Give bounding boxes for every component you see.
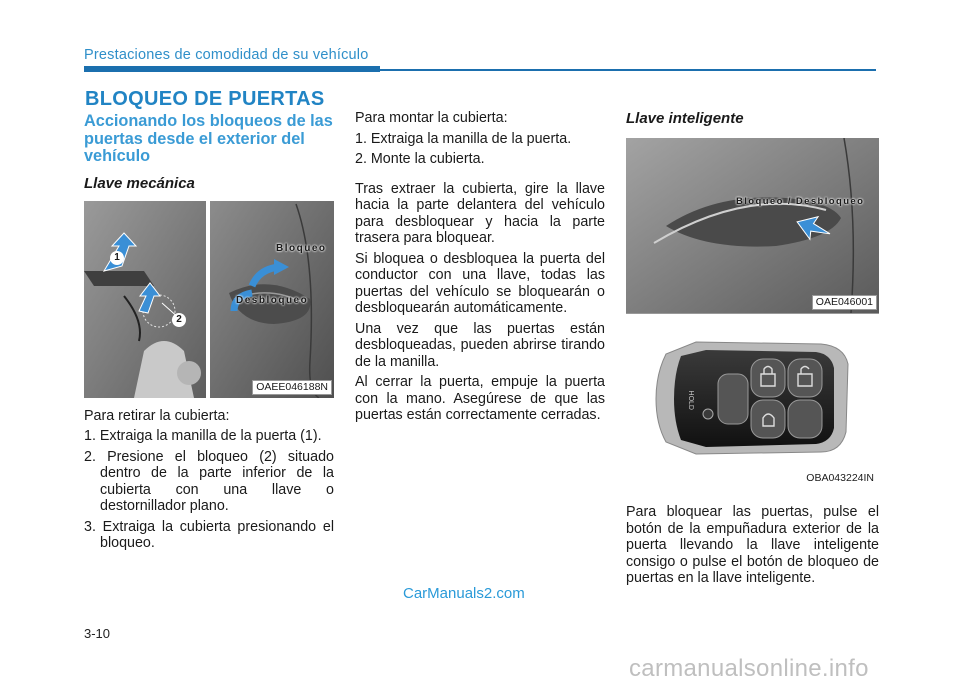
header-rule bbox=[380, 69, 876, 71]
subheading-smart-key: Llave inteligente bbox=[626, 110, 744, 127]
callout-2: 2 bbox=[172, 313, 186, 327]
figure-caption: OBA043224IN bbox=[803, 472, 877, 485]
page-title: BLOQUEO DE PUERTAS bbox=[85, 88, 325, 110]
column-right bbox=[626, 110, 879, 591]
paragraph: Si bloquea o desbloquea la puerta del conductor con una llave, todas las puertas del vehículo se bloquearán o desbloquearán automáticamente. bbox=[355, 250, 605, 316]
header-bar bbox=[84, 66, 380, 72]
figure-door-handle-mechanical bbox=[84, 201, 334, 398]
paragraph-smart-key: Para bloquear las puertas, pulse el botón de la empuñadura exterior de la puerta llevando la llave inteligente consigo o pulse el botón de bloqueo de puertas en la llave inteligente. bbox=[626, 504, 879, 586]
list-item: 1. Extraiga la manilla de la puerta. bbox=[355, 130, 572, 147]
section-header-title: Prestaciones de comodidad de su vehículo bbox=[84, 47, 369, 63]
intro-remove-cover: Para retirar la cubierta: bbox=[84, 407, 230, 424]
list-item: 2. Presione el bloqueo (2) situado dentro de la parte inferior de la cubierta con una llave o destornillador plano. bbox=[84, 448, 334, 514]
list-item: 3. Extraiga la cubierta presionando el bloqueo. bbox=[84, 518, 334, 551]
smart-key-fob-illustration bbox=[626, 314, 879, 488]
column-left bbox=[84, 113, 334, 556]
paragraph: Al cerrar la puerta, empuje la puerta con la mano. Asegúrese de que las puertas están correctamente cerradas. bbox=[355, 374, 605, 423]
list-item: 2. Monte la cubierta. bbox=[355, 151, 485, 167]
footer-watermark-url: carmanualsonline.info bbox=[629, 655, 869, 682]
intro-mount-cover: Para montar la cubierta: bbox=[355, 110, 508, 126]
label-desbloqueo: Desbloqueo bbox=[236, 294, 309, 306]
watermark-link[interactable]: CarManuals2.com bbox=[403, 585, 525, 602]
hold-label: HOLD bbox=[686, 390, 694, 410]
label-bloqueo-desbloqueo: Bloqueo / Desbloqueo bbox=[736, 196, 865, 207]
smart-handle-illustration bbox=[626, 138, 879, 313]
callout-1: 1 bbox=[110, 251, 124, 265]
page-number: 3-10 bbox=[84, 626, 111, 641]
list-item: 1. Extraiga la manilla de la puerta (1). bbox=[84, 428, 322, 444]
column-middle bbox=[355, 110, 605, 428]
figure-caption: OAEE046188N bbox=[252, 380, 332, 395]
figure-door-handle-smart bbox=[626, 138, 879, 313]
paragraph: Tras extraer la cubierta, gire la llave hacia la parte delantera del vehículo para desbloquear y hacia la parte trasera para bloquear. bbox=[355, 180, 605, 246]
label-bloqueo: Bloqueo bbox=[276, 242, 327, 254]
figure-caption: OAE046001 bbox=[812, 295, 877, 310]
subheading-mechanical-key: Llave mecánica bbox=[84, 174, 195, 192]
subtitle-exterior-locks: Accionando los bloqueos de las puertas desde el exterior del vehículo bbox=[84, 112, 333, 165]
paragraph: Una vez que las puertas están desbloqueadas, pueden abrirse tirando de la manilla. bbox=[355, 320, 605, 370]
figure-smart-key-fob bbox=[626, 313, 879, 488]
